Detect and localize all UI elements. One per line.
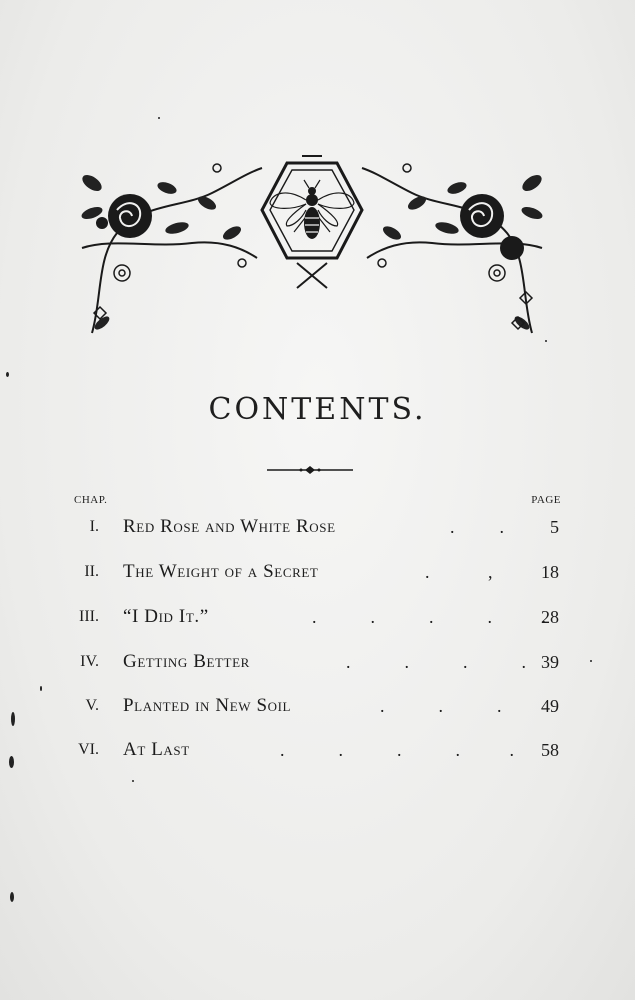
chapter-title: The Weight of a Secret <box>123 561 319 582</box>
chapter-page-number: 39 <box>541 652 559 672</box>
chapter-number: VI. <box>78 741 99 758</box>
toc-row <box>0 647 635 677</box>
chapter-page-number: 18 <box>541 562 559 582</box>
toc-row <box>0 735 635 765</box>
page-column-label: PAGE <box>531 494 561 506</box>
toc-row <box>0 512 635 542</box>
leader-dots: . . . . . <box>280 740 514 760</box>
toc-row <box>0 602 635 632</box>
chapter-number: III. <box>79 608 99 625</box>
chapter-page-number: 49 <box>541 696 559 716</box>
chapter-number: I. <box>89 518 99 535</box>
page-title: CONTENTS. <box>208 392 427 427</box>
scan-speckle <box>132 780 134 782</box>
scan-speckle <box>6 372 9 377</box>
toc-row <box>0 557 635 587</box>
chapter-number: II. <box>84 563 99 580</box>
toc-row <box>0 691 635 721</box>
decorative-rule-icon <box>265 462 355 478</box>
floral-bee-headpiece-icon <box>72 148 552 343</box>
chapter-page-number: 5 <box>550 517 559 537</box>
chapter-title: “I Did It.” <box>123 606 209 627</box>
leader-dots: . . . <box>380 696 502 716</box>
chapter-number: V. <box>85 697 99 714</box>
leader-dots: . , <box>425 562 493 582</box>
leader-dots: . . <box>450 517 504 537</box>
chapter-number: IV. <box>80 653 99 670</box>
chapter-title: Planted in New Soil <box>123 695 292 716</box>
scan-speckle <box>10 892 14 902</box>
scan-speckle <box>158 117 160 119</box>
leader-dots: . . . . <box>346 652 526 672</box>
chapter-page-number: 58 <box>541 740 559 760</box>
chapter-page-number: 28 <box>541 607 559 627</box>
chapter-title: Getting Better <box>123 651 250 672</box>
leader-dots: . . . . . <box>312 607 546 627</box>
chapter-title: Red Rose and White Rose <box>123 516 336 537</box>
chapter-title: At Last <box>123 739 190 760</box>
chapter-column-label: CHAP. <box>74 494 108 506</box>
